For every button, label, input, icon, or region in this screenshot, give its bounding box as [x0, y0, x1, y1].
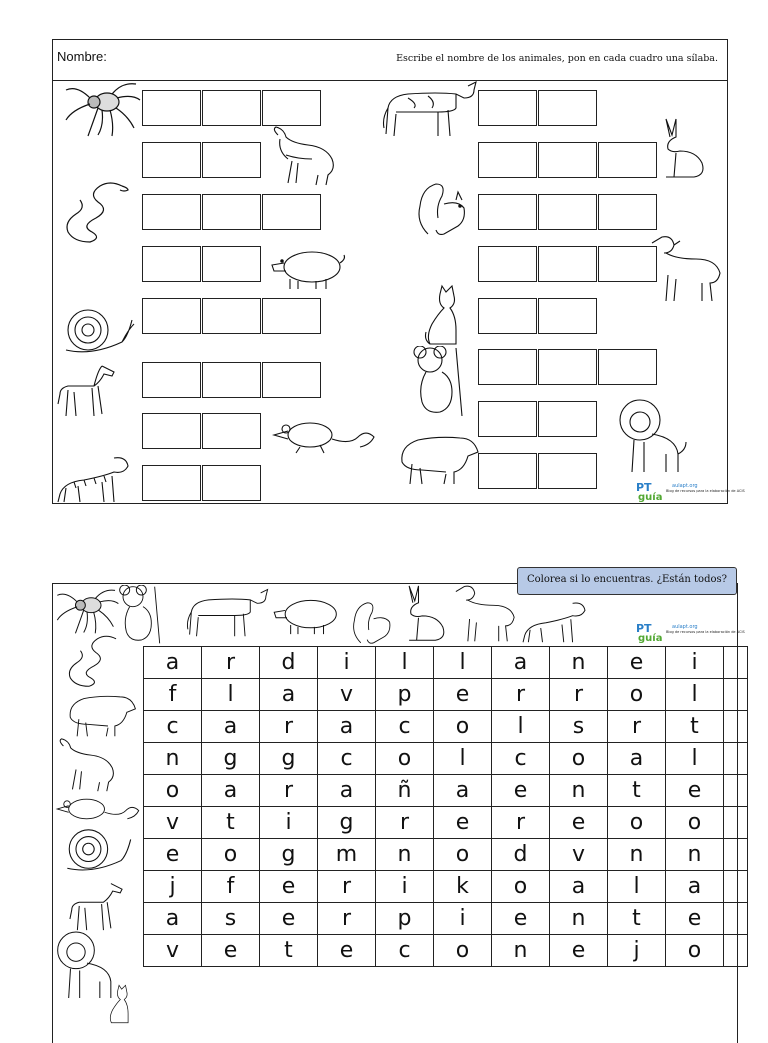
instruction-text: Escribe el nombre de los animales, pon en cada cuadro una sílaba.	[396, 53, 718, 64]
letter-cell[interactable]: e	[550, 807, 608, 839]
grid-row	[144, 807, 748, 839]
letter-cell[interactable]: o	[666, 807, 724, 839]
syllable-box[interactable]	[478, 298, 537, 334]
letter-cell[interactable]: o	[434, 935, 492, 967]
grid-edge-cell	[724, 711, 748, 743]
letter-cell[interactable]: n	[144, 743, 202, 775]
grid-row	[144, 775, 748, 807]
letter-cell[interactable]: r	[608, 711, 666, 743]
pig-icon	[268, 245, 350, 291]
letter-cell[interactable]: g	[260, 743, 318, 775]
pig-icon	[270, 594, 346, 636]
grid-row	[144, 935, 748, 967]
letter-cell[interactable]: c	[318, 743, 376, 775]
syllable-box[interactable]	[478, 453, 537, 489]
letter-cell[interactable]: o	[434, 711, 492, 743]
syllable-box[interactable]	[262, 298, 321, 334]
tiger-icon	[518, 598, 590, 644]
snake-icon	[54, 632, 134, 688]
koala-icon	[412, 346, 472, 418]
syllable-box[interactable]	[478, 142, 537, 178]
horse-icon	[54, 360, 118, 418]
letter-cell[interactable]: j	[608, 935, 666, 967]
letter-cell[interactable]: a	[144, 647, 202, 679]
squirrel-icon	[344, 598, 400, 646]
letter-cell[interactable]: a	[144, 903, 202, 935]
letter-cell[interactable]: d	[492, 839, 550, 871]
letter-cell[interactable]: o	[550, 743, 608, 775]
letter-cell[interactable]: g	[260, 839, 318, 871]
letter-cell[interactable]: t	[666, 711, 724, 743]
letter-cell[interactable]: f	[202, 871, 260, 903]
letter-cell[interactable]: o	[666, 935, 724, 967]
grid-edge-cell	[724, 743, 748, 775]
syllable-box[interactable]	[538, 349, 597, 385]
letter-cell[interactable]: l	[608, 871, 666, 903]
letter-cell[interactable]: e	[434, 807, 492, 839]
letter-cell[interactable]: n	[550, 903, 608, 935]
letter-cell[interactable]: p	[376, 679, 434, 711]
letter-cell[interactable]: k	[434, 871, 492, 903]
letter-cell[interactable]: c	[492, 743, 550, 775]
syllable-box[interactable]	[202, 194, 261, 230]
syllable-box[interactable]	[142, 142, 201, 178]
cow-icon	[180, 586, 272, 638]
letter-cell[interactable]: i	[434, 903, 492, 935]
letter-cell[interactable]: o	[608, 807, 666, 839]
grid-edge-cell	[724, 775, 748, 807]
letter-cell[interactable]: l	[434, 647, 492, 679]
cow-icon	[378, 78, 478, 138]
grid-row	[144, 871, 748, 903]
dog-icon	[268, 125, 338, 187]
aulapt-logo: PT guía aulapt.org Blog de recursos para la elaboración de ACIS	[636, 622, 745, 644]
syllable-box[interactable]	[202, 298, 261, 334]
word-search-grid	[143, 646, 748, 967]
letter-cell[interactable]: l	[666, 679, 724, 711]
dog-icon	[54, 737, 118, 793]
cat-icon	[422, 284, 468, 346]
syllable-box[interactable]	[538, 298, 597, 334]
instruction-callout: Colorea si lo encuentras. ¿Están todos?	[517, 567, 737, 595]
syllable-box[interactable]	[202, 362, 261, 398]
syllable-box[interactable]	[202, 90, 261, 126]
letter-cell[interactable]: e	[434, 679, 492, 711]
grid-row	[144, 647, 748, 679]
letter-cell[interactable]: r	[492, 679, 550, 711]
bear-icon	[398, 430, 480, 486]
letter-cell[interactable]: e	[260, 903, 318, 935]
letter-cell[interactable]: a	[492, 647, 550, 679]
rat-icon	[270, 415, 378, 455]
snail-icon	[62, 306, 136, 356]
letter-cell[interactable]: r	[260, 775, 318, 807]
letter-cell[interactable]: r	[492, 807, 550, 839]
letter-cell[interactable]: g	[318, 807, 376, 839]
squirrel-icon	[414, 178, 470, 238]
letter-cell[interactable]: c	[376, 935, 434, 967]
letter-cell[interactable]: e	[550, 935, 608, 967]
grid-edge-cell	[724, 807, 748, 839]
grid-row	[144, 839, 748, 871]
letter-cell[interactable]: t	[260, 935, 318, 967]
syllable-box[interactable]	[538, 194, 597, 230]
snake-icon	[62, 178, 130, 244]
letter-cell[interactable]: t	[608, 903, 666, 935]
letter-cell[interactable]: r	[318, 903, 376, 935]
letter-cell[interactable]: a	[666, 871, 724, 903]
letter-cell[interactable]: s	[550, 711, 608, 743]
syllable-box[interactable]	[538, 90, 597, 126]
syllable-box[interactable]	[202, 465, 261, 501]
letter-cell[interactable]: e	[666, 903, 724, 935]
letter-cell[interactable]: i	[260, 807, 318, 839]
letter-cell[interactable]: l	[202, 679, 260, 711]
letter-cell[interactable]: l	[376, 647, 434, 679]
worksheet-header	[53, 40, 727, 81]
grid-edge-cell	[724, 839, 748, 871]
letter-cell[interactable]: o	[202, 839, 260, 871]
syllable-box[interactable]	[142, 465, 201, 501]
rabbit-icon	[656, 117, 712, 181]
letter-cell[interactable]: o	[376, 743, 434, 775]
letter-cell[interactable]: o	[434, 839, 492, 871]
syllable-box[interactable]	[478, 246, 537, 282]
syllable-box[interactable]	[142, 413, 201, 449]
syllable-box[interactable]	[538, 246, 597, 282]
syllable-box[interactable]	[202, 413, 261, 449]
syllable-box[interactable]	[142, 362, 201, 398]
rabbit-icon	[398, 584, 454, 644]
bear-icon	[62, 690, 142, 738]
letter-cell[interactable]: a	[202, 775, 260, 807]
lion-icon	[616, 398, 688, 474]
syllable-box[interactable]	[598, 142, 657, 178]
letter-cell[interactable]: g	[202, 743, 260, 775]
letter-cell[interactable]: l	[492, 711, 550, 743]
lamb-icon	[450, 583, 520, 643]
letter-cell[interactable]: o	[492, 871, 550, 903]
letter-cell[interactable]: v	[318, 679, 376, 711]
letter-cell[interactable]: e	[260, 871, 318, 903]
grid-row	[144, 679, 748, 711]
letter-cell[interactable]: r	[318, 871, 376, 903]
letter-cell[interactable]: e	[608, 647, 666, 679]
syllable-box[interactable]	[142, 90, 201, 126]
letter-cell[interactable]: a	[202, 711, 260, 743]
letter-cell[interactable]: l	[434, 743, 492, 775]
spider-icon	[62, 80, 142, 138]
syllable-box[interactable]	[478, 401, 537, 437]
letter-cell[interactable]: v	[144, 935, 202, 967]
letter-cell[interactable]: c	[376, 711, 434, 743]
letter-cell[interactable]: ñ	[376, 775, 434, 807]
syllable-box[interactable]	[478, 349, 537, 385]
rat-icon	[54, 792, 142, 826]
letter-cell[interactable]: v	[550, 839, 608, 871]
syllable-box[interactable]	[262, 194, 321, 230]
letter-cell[interactable]: p	[376, 903, 434, 935]
tiger-icon	[54, 452, 132, 504]
letter-cell[interactable]: o	[144, 775, 202, 807]
syllable-box[interactable]	[478, 90, 537, 126]
letter-cell[interactable]: n	[666, 839, 724, 871]
letter-cell[interactable]: r	[202, 647, 260, 679]
syllable-box[interactable]	[478, 194, 537, 230]
letter-cell[interactable]: t	[202, 807, 260, 839]
syllable-box[interactable]	[538, 401, 597, 437]
letter-cell[interactable]: r	[550, 679, 608, 711]
letter-cell[interactable]: c	[144, 711, 202, 743]
syllable-box[interactable]	[262, 90, 321, 126]
aulapt-logo: PT guía aulapt.org Blog de recursos para la elaboración de ACIS	[636, 481, 745, 503]
letter-cell[interactable]: i	[318, 647, 376, 679]
grid-edge-cell	[724, 647, 748, 679]
syllable-box[interactable]	[262, 362, 321, 398]
letter-cell[interactable]: m	[318, 839, 376, 871]
syllable-box[interactable]	[538, 142, 597, 178]
letter-cell[interactable]: e	[318, 935, 376, 967]
letter-cell[interactable]: n	[550, 775, 608, 807]
letter-cell[interactable]: e	[144, 839, 202, 871]
horse-icon	[62, 878, 130, 932]
syllable-box[interactable]	[202, 142, 261, 178]
spider-icon	[54, 585, 120, 637]
letter-cell[interactable]: n	[608, 839, 666, 871]
grid-row	[144, 711, 748, 743]
letter-cell[interactable]: j	[144, 871, 202, 903]
syllable-box[interactable]	[142, 298, 201, 334]
grid-edge-cell	[724, 871, 748, 903]
letter-cell[interactable]: a	[318, 775, 376, 807]
name-label: Nombre:	[57, 49, 107, 64]
syllable-box[interactable]	[538, 453, 597, 489]
letter-cell[interactable]: d	[260, 647, 318, 679]
letter-cell[interactable]: t	[608, 775, 666, 807]
letter-cell[interactable]: n	[376, 839, 434, 871]
letter-cell[interactable]: a	[318, 711, 376, 743]
grid-edge-cell	[724, 903, 748, 935]
letter-cell[interactable]: l	[666, 743, 724, 775]
letter-cell[interactable]: n	[550, 647, 608, 679]
grid-row	[144, 903, 748, 935]
letter-cell[interactable]: r	[260, 711, 318, 743]
snail-icon	[62, 826, 136, 874]
syllable-box[interactable]	[142, 246, 201, 282]
grid-row	[144, 743, 748, 775]
letter-cell[interactable]: s	[202, 903, 260, 935]
grid-edge-cell	[724, 935, 748, 967]
letter-cell[interactable]: a	[434, 775, 492, 807]
syllable-box[interactable]	[598, 349, 657, 385]
letter-cell[interactable]: e	[666, 775, 724, 807]
syllable-box[interactable]	[598, 194, 657, 230]
letter-cell[interactable]: e	[202, 935, 260, 967]
letter-cell[interactable]: f	[144, 679, 202, 711]
letter-cell[interactable]: e	[492, 903, 550, 935]
grid-edge-cell	[724, 679, 748, 711]
letter-cell[interactable]: o	[608, 679, 666, 711]
lamb-icon	[646, 233, 726, 303]
letter-cell[interactable]: a	[608, 743, 666, 775]
letter-cell[interactable]: i	[376, 871, 434, 903]
letter-cell[interactable]: a	[260, 679, 318, 711]
letter-cell[interactable]: e	[492, 775, 550, 807]
letter-cell[interactable]: v	[144, 807, 202, 839]
syllable-box[interactable]	[142, 194, 201, 230]
letter-cell[interactable]: a	[550, 871, 608, 903]
letter-cell[interactable]: i	[666, 647, 724, 679]
letter-cell[interactable]: n	[492, 935, 550, 967]
cat-icon	[100, 984, 142, 1024]
letter-cell[interactable]: r	[376, 807, 434, 839]
syllable-box[interactable]	[202, 246, 261, 282]
